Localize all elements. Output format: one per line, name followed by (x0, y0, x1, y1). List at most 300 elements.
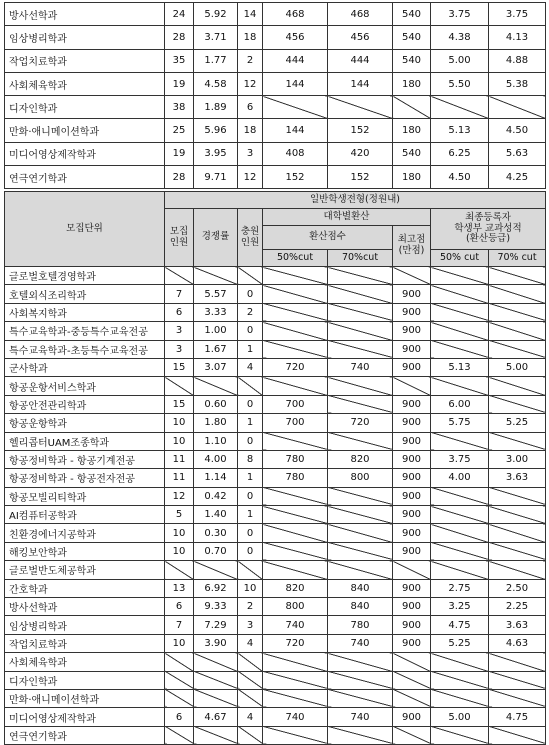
value-cell: 3.33 (194, 303, 238, 321)
value-cell (489, 653, 546, 671)
value-cell (489, 506, 546, 524)
value-cell: 540 (393, 26, 431, 49)
value-cell (489, 671, 546, 689)
value-cell (165, 561, 194, 579)
value-cell (263, 524, 328, 542)
value-cell: 180 (393, 119, 431, 142)
department-cell: 만화·애니메이션학과 (5, 689, 165, 707)
value-cell (194, 671, 238, 689)
value-cell: 5.25 (489, 414, 546, 432)
department-cell: 글로벌반도체공학과 (5, 561, 165, 579)
value-cell: 3.07 (194, 358, 238, 376)
value-cell: 6.92 (194, 579, 238, 597)
value-cell: 10 (165, 542, 194, 560)
value-cell: 3 (238, 142, 263, 165)
value-cell: 740 (328, 708, 393, 726)
department-cell: 항공정비학과 - 항공전자전공 (5, 469, 165, 487)
value-cell: 0 (238, 322, 263, 340)
value-cell: 7.29 (194, 616, 238, 634)
value-cell: 3.75 (431, 3, 489, 26)
value-cell (263, 432, 328, 450)
value-cell (238, 671, 263, 689)
value-cell (194, 689, 238, 707)
value-cell (393, 377, 431, 395)
value-cell: 1.40 (194, 506, 238, 524)
value-cell (263, 653, 328, 671)
value-cell: 700 (263, 414, 328, 432)
table-row (5, 3, 546, 26)
value-cell: 900 (393, 414, 431, 432)
value-cell: 700 (263, 395, 328, 413)
value-cell (431, 726, 489, 744)
value-cell: 1.80 (194, 414, 238, 432)
value-cell (393, 267, 431, 285)
value-cell: 4.38 (431, 26, 489, 49)
value-cell: 0.60 (194, 395, 238, 413)
value-cell: 4.50 (489, 119, 546, 142)
value-cell (328, 377, 393, 395)
value-cell (328, 395, 393, 413)
value-cell (431, 267, 489, 285)
value-cell: 3 (165, 322, 194, 340)
value-cell: 900 (393, 542, 431, 560)
value-cell: 5.13 (431, 119, 489, 142)
value-cell: 0 (238, 395, 263, 413)
value-cell: 4.58 (194, 72, 238, 95)
value-cell: 8 (238, 450, 263, 468)
table-row (5, 598, 546, 616)
department-cell: 항공정비학과 - 항공기계전공 (5, 450, 165, 468)
table-row (5, 414, 546, 432)
value-cell (431, 340, 489, 358)
value-cell: 456 (328, 26, 393, 49)
value-cell (431, 506, 489, 524)
value-cell: 4.88 (489, 49, 546, 72)
header-unit: 모집단위 (5, 192, 165, 267)
value-cell: 3.25 (431, 598, 489, 616)
value-cell: 720 (263, 358, 328, 376)
department-cell: 디자인학과 (5, 671, 165, 689)
value-cell: 11 (165, 450, 194, 468)
value-cell: 740 (263, 708, 328, 726)
table-row (5, 708, 546, 726)
value-cell (328, 432, 393, 450)
value-cell (431, 671, 489, 689)
value-cell (165, 671, 194, 689)
department-cell: 글로벌호텔경영학과 (5, 267, 165, 285)
value-cell (393, 561, 431, 579)
value-cell: 540 (393, 49, 431, 72)
value-cell (431, 487, 489, 505)
value-cell (263, 285, 328, 303)
value-cell: 10 (165, 414, 194, 432)
value-cell: 10 (238, 579, 263, 597)
value-cell: 6 (165, 598, 194, 616)
value-cell: 3.63 (489, 469, 546, 487)
value-cell: 152 (328, 166, 393, 189)
department-cell: 방사선학과 (5, 598, 165, 616)
value-cell: 740 (328, 358, 393, 376)
value-cell: 5.75 (431, 414, 489, 432)
value-cell: 0.70 (194, 542, 238, 560)
value-cell (263, 377, 328, 395)
value-cell: 3.63 (489, 616, 546, 634)
value-cell (263, 267, 328, 285)
department-cell: 간호학과 (5, 579, 165, 597)
value-cell: 1.14 (194, 469, 238, 487)
value-cell: 4.75 (489, 708, 546, 726)
value-cell: 1 (238, 340, 263, 358)
department-cell: 사회복지학과 (5, 303, 165, 321)
value-cell: 900 (393, 708, 431, 726)
table-row (5, 166, 546, 189)
table-row (5, 358, 546, 376)
value-cell (489, 487, 546, 505)
value-cell (194, 561, 238, 579)
value-cell (328, 561, 393, 579)
value-cell: 144 (263, 72, 328, 95)
header-cut70: 70%cut (328, 250, 393, 267)
value-cell: 456 (263, 26, 328, 49)
value-cell (263, 689, 328, 707)
value-cell (431, 561, 489, 579)
department-cell: 항공안전관리학과 (5, 395, 165, 413)
value-cell: 780 (328, 616, 393, 634)
value-cell: 6.00 (431, 395, 489, 413)
table-row (5, 689, 546, 707)
value-cell: 180 (393, 72, 431, 95)
value-cell: 7 (165, 285, 194, 303)
value-cell: 1 (238, 414, 263, 432)
header-cut50b: 50% cut (431, 250, 489, 267)
value-cell: 4.63 (489, 634, 546, 652)
table-row (5, 561, 546, 579)
value-cell: 3 (165, 340, 194, 358)
value-cell: 3.95 (194, 142, 238, 165)
value-cell: 10 (165, 432, 194, 450)
value-cell: 420 (328, 142, 393, 165)
table-row (5, 524, 546, 542)
department-cell: 연극연기학과 (5, 726, 165, 744)
department-cell: 사회체육학과 (5, 72, 165, 95)
value-cell: 11 (165, 469, 194, 487)
table-row (5, 432, 546, 450)
value-cell: 900 (393, 322, 431, 340)
value-cell (489, 285, 546, 303)
value-cell: 900 (393, 487, 431, 505)
value-cell (431, 524, 489, 542)
value-cell (393, 689, 431, 707)
results-table-continued (4, 2, 546, 189)
department-cell: 디자인학과 (5, 96, 165, 119)
value-cell: 152 (263, 166, 328, 189)
value-cell: 38 (165, 96, 194, 119)
department-cell: 항공운항서비스학과 (5, 377, 165, 395)
value-cell: 840 (328, 598, 393, 616)
value-cell (263, 303, 328, 321)
value-cell (263, 322, 328, 340)
value-cell: 144 (328, 72, 393, 95)
value-cell: 900 (393, 395, 431, 413)
value-cell (393, 671, 431, 689)
value-cell: 0 (238, 285, 263, 303)
value-cell: 820 (263, 579, 328, 597)
table-row (5, 49, 546, 72)
value-cell: 7 (165, 616, 194, 634)
value-cell (328, 689, 393, 707)
table-row (5, 616, 546, 634)
header-quota: 모집 인원 (165, 209, 194, 267)
header-rate: 경쟁률 (194, 209, 238, 267)
value-cell (393, 96, 431, 119)
value-cell: 4 (238, 358, 263, 376)
value-cell: 5.57 (194, 285, 238, 303)
value-cell (165, 267, 194, 285)
department-cell: 연극연기학과 (5, 166, 165, 189)
value-cell: 6 (165, 303, 194, 321)
value-cell: 5.63 (489, 142, 546, 165)
value-cell (238, 267, 263, 285)
value-cell: 3.75 (489, 3, 546, 26)
department-cell: 특수교육학과-초등특수교육전공 (5, 340, 165, 358)
value-cell: 28 (165, 166, 194, 189)
value-cell: 5.92 (194, 3, 238, 26)
value-cell (165, 689, 194, 707)
value-cell: 14 (238, 3, 263, 26)
value-cell (431, 377, 489, 395)
value-cell: 5.00 (489, 358, 546, 376)
value-cell: 24 (165, 3, 194, 26)
department-cell: 항공모빌리티학과 (5, 487, 165, 505)
value-cell: 2 (238, 303, 263, 321)
value-cell: 900 (393, 450, 431, 468)
table-row (5, 726, 546, 744)
value-cell: 144 (263, 119, 328, 142)
value-cell (489, 432, 546, 450)
value-cell (238, 561, 263, 579)
value-cell: 0 (238, 487, 263, 505)
value-cell: 9.71 (194, 166, 238, 189)
value-cell: 5 (165, 506, 194, 524)
value-cell: 540 (393, 142, 431, 165)
table-row (5, 377, 546, 395)
value-cell: 1.77 (194, 49, 238, 72)
department-cell: 사회체육학과 (5, 653, 165, 671)
department-cell: 작업치료학과 (5, 634, 165, 652)
table-row (5, 322, 546, 340)
value-cell (328, 524, 393, 542)
value-cell: 1 (238, 469, 263, 487)
value-cell (431, 96, 489, 119)
department-cell: 특수교육학과-중등특수교육전공 (5, 322, 165, 340)
department-cell: AI컴퓨터공학과 (5, 506, 165, 524)
value-cell: 900 (393, 598, 431, 616)
value-cell (328, 726, 393, 744)
value-cell: 4 (238, 708, 263, 726)
value-cell: 35 (165, 49, 194, 72)
value-cell: 0.30 (194, 524, 238, 542)
value-cell: 19 (165, 72, 194, 95)
value-cell: 800 (263, 598, 328, 616)
value-cell (489, 322, 546, 340)
header-group: 일반학생전형(정원내) (165, 192, 546, 209)
value-cell (489, 267, 546, 285)
value-cell (194, 653, 238, 671)
value-cell: 900 (393, 616, 431, 634)
value-cell: 6 (165, 708, 194, 726)
value-cell: 900 (393, 432, 431, 450)
value-cell (328, 285, 393, 303)
value-cell: 0 (238, 524, 263, 542)
value-cell (328, 267, 393, 285)
value-cell: 900 (393, 469, 431, 487)
value-cell: 4.75 (431, 616, 489, 634)
value-cell: 4.50 (431, 166, 489, 189)
value-cell: 4.00 (194, 450, 238, 468)
value-cell: 780 (263, 450, 328, 468)
value-cell (165, 726, 194, 744)
department-cell: 호텔외식조리학과 (5, 285, 165, 303)
department-cell: 해킹보안학과 (5, 542, 165, 560)
value-cell: 444 (263, 49, 328, 72)
value-cell: 4.67 (194, 708, 238, 726)
value-cell (328, 322, 393, 340)
department-cell: 군사학과 (5, 358, 165, 376)
value-cell: 1.89 (194, 96, 238, 119)
value-cell: 18 (238, 26, 263, 49)
value-cell: 4 (238, 634, 263, 652)
value-cell: 28 (165, 26, 194, 49)
value-cell: 900 (393, 340, 431, 358)
header-score-group: 대학별환산 (263, 209, 431, 226)
value-cell (393, 726, 431, 744)
value-cell: 5.25 (431, 634, 489, 652)
value-cell (165, 653, 194, 671)
value-cell: 820 (328, 450, 393, 468)
table-row (5, 285, 546, 303)
results-table-general-admission (4, 191, 546, 745)
table-row (5, 487, 546, 505)
value-cell: 6 (238, 96, 263, 119)
value-cell: 10 (165, 634, 194, 652)
value-cell (263, 671, 328, 689)
value-cell: 19 (165, 142, 194, 165)
value-cell (431, 653, 489, 671)
value-cell: 540 (393, 3, 431, 26)
value-cell (194, 267, 238, 285)
value-cell: 444 (328, 49, 393, 72)
table-row (5, 542, 546, 560)
value-cell (489, 726, 546, 744)
value-cell (489, 542, 546, 560)
value-cell: 840 (328, 579, 393, 597)
header-conv: 환산점수 (263, 226, 393, 250)
department-cell: 미디어영상제작학과 (5, 142, 165, 165)
table-row (5, 340, 546, 358)
header-final: 최종등록자 학생부 교과성적 (환산등급) (431, 209, 546, 250)
value-cell (328, 96, 393, 119)
value-cell: 720 (328, 414, 393, 432)
value-cell: 5.38 (489, 72, 546, 95)
department-cell: 만화·애니메이션학과 (5, 119, 165, 142)
table-row (5, 579, 546, 597)
value-cell: 15 (165, 395, 194, 413)
value-cell (238, 689, 263, 707)
value-cell: 780 (263, 469, 328, 487)
value-cell (194, 726, 238, 744)
value-cell (238, 653, 263, 671)
value-cell (165, 377, 194, 395)
value-cell: 2 (238, 598, 263, 616)
table-row (5, 671, 546, 689)
value-cell: 12 (238, 72, 263, 95)
value-cell (431, 542, 489, 560)
value-cell: 900 (393, 524, 431, 542)
value-cell (263, 487, 328, 505)
value-cell (328, 487, 393, 505)
table-row (5, 634, 546, 652)
value-cell: 180 (393, 166, 431, 189)
department-cell: 헬리콥터UAM조종학과 (5, 432, 165, 450)
value-cell: 900 (393, 303, 431, 321)
value-cell: 25 (165, 119, 194, 142)
value-cell: 6.25 (431, 142, 489, 165)
value-cell (393, 653, 431, 671)
header-extra: 충원 인원 (238, 209, 263, 267)
value-cell (328, 303, 393, 321)
header-cut50: 50%cut (263, 250, 328, 267)
value-cell (489, 340, 546, 358)
value-cell (238, 726, 263, 744)
value-cell (431, 322, 489, 340)
value-cell: 9.33 (194, 598, 238, 616)
value-cell (431, 285, 489, 303)
value-cell: 2.75 (431, 579, 489, 597)
value-cell: 2 (238, 49, 263, 72)
value-cell (328, 671, 393, 689)
value-cell (263, 340, 328, 358)
table-row (5, 395, 546, 413)
table-row (5, 653, 546, 671)
value-cell: 4.25 (489, 166, 546, 189)
value-cell: 900 (393, 506, 431, 524)
value-cell: 15 (165, 358, 194, 376)
value-cell: 4.13 (489, 26, 546, 49)
table-row (5, 96, 546, 119)
value-cell: 2.25 (489, 598, 546, 616)
value-cell (489, 689, 546, 707)
value-cell: 152 (328, 119, 393, 142)
value-cell (263, 561, 328, 579)
table-row (5, 72, 546, 95)
table-row (5, 267, 546, 285)
value-cell (489, 524, 546, 542)
value-cell: 720 (263, 634, 328, 652)
value-cell: 1.67 (194, 340, 238, 358)
value-cell: 0.42 (194, 487, 238, 505)
value-cell (489, 377, 546, 395)
department-cell: 미디어영상제작학과 (5, 708, 165, 726)
value-cell: 3.90 (194, 634, 238, 652)
value-cell: 900 (393, 358, 431, 376)
value-cell: 408 (263, 142, 328, 165)
value-cell: 3.71 (194, 26, 238, 49)
department-cell: 작업치료학과 (5, 49, 165, 72)
department-cell: 친환경에너지공학과 (5, 524, 165, 542)
value-cell (431, 689, 489, 707)
value-cell: 900 (393, 285, 431, 303)
department-cell: 항공운항학과 (5, 414, 165, 432)
